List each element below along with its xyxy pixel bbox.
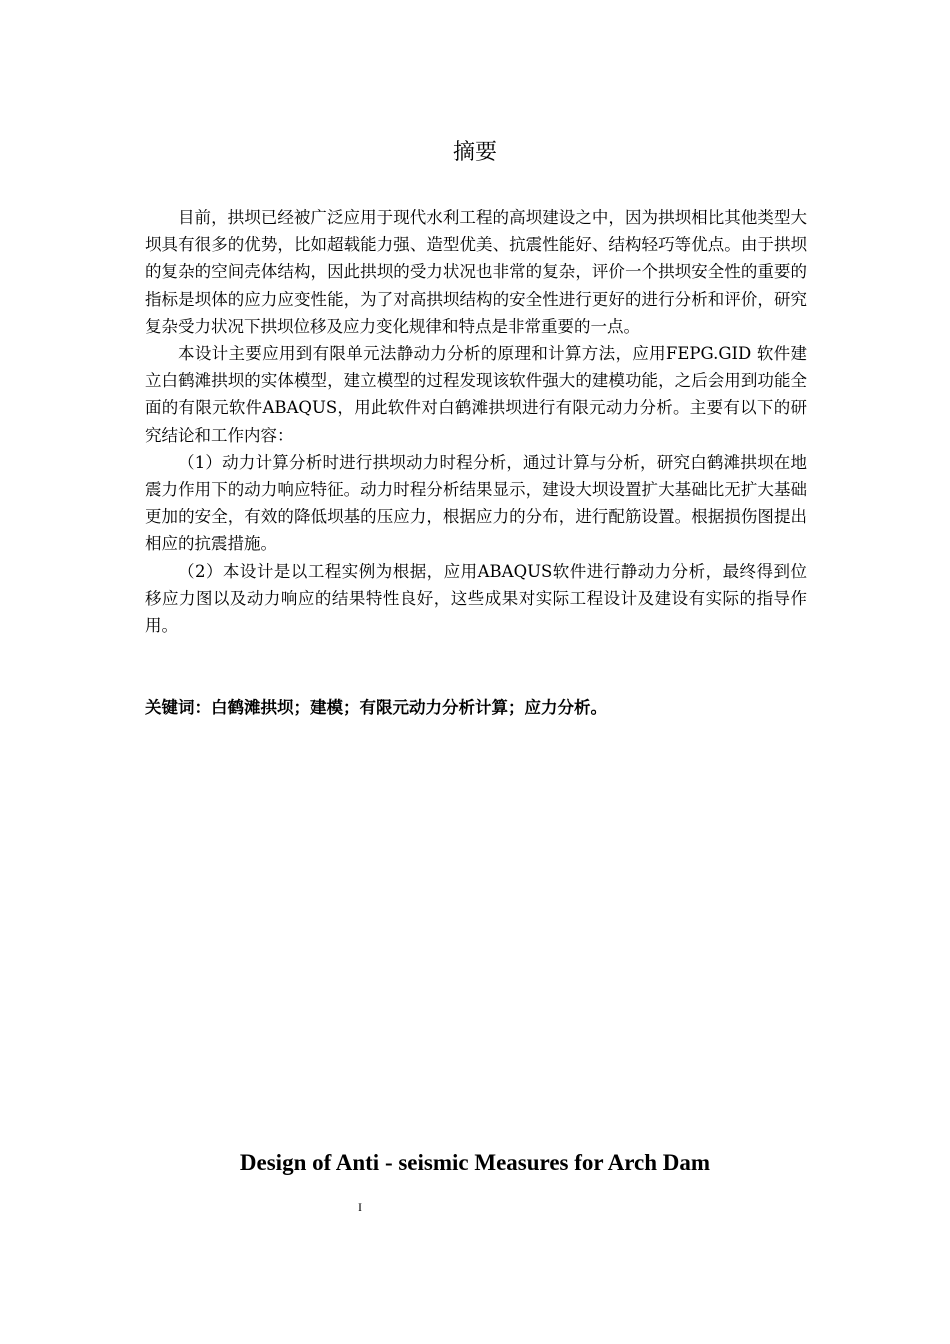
page-number: I — [358, 1200, 362, 1214]
abstract-paragraph: （2）本设计是以工程实例为根据，应用ABAQUS软件进行静动力分析，最终得到位移应力图以及动力响应的结果特性良好，这些成果对实际工程设计及建设有实际的指导作用。 — [145, 561, 807, 636]
abstract-paragraph: 目前，拱坝已经被广泛应用于现代水利工程的高坝建设之中，因为拱坝相比其他类型大坝具有很多的优势，比如超载能力强、造型优美、抗震性能好、结构轻巧等优点。由于拱坝的复杂的空间壳体结构，因此拱坝的受力状况也非常的复杂，评价一个拱坝安全性的重要的指标是坝体的应力应变性能，为了对高拱坝结构的安全性进行更好的进行分析和评价，研究复杂受力状况下拱坝位移及应力变化规律和特点是非常重要的一点。 — [145, 208, 807, 336]
page-title: 摘要 — [452, 140, 497, 165]
keywords: 关键词：白鹤滩拱坝；建模；有限元动力分析计算；应力分析。 — [145, 698, 607, 717]
abstract-paragraph: 本设计主要应用到有限单元法静动力分析的原理和计算方法，应用FEPG.GID 软件建立白鹤滩拱坝的实体模型，建立模型的过程发现该软件强大的建模功能，之后会用到功能全面的有限元软件ABAQUS，用此软件对白鹤滩拱坝进行有限元动力分析。主要有以下的研究结论和工作内容： — [145, 344, 807, 445]
abstract-body — [145, 204, 807, 639]
abstract-paragraph: （1）动力计算分析时进行拱坝动力时程分析，通过计算与分析，研究白鹤滩拱坝在地震力作用下的动力响应特征。动力时程分析结果显示，建设大坝设置扩大基础比无扩大基础更加的安全，有效的降低坝基的压应力，根据应力的分布，进行配筋设置。根据损伤图提出相应的抗震措施。 — [145, 452, 807, 554]
english-title: Design of Anti - seismic Measures for Arch Dam — [239, 1150, 711, 1175]
